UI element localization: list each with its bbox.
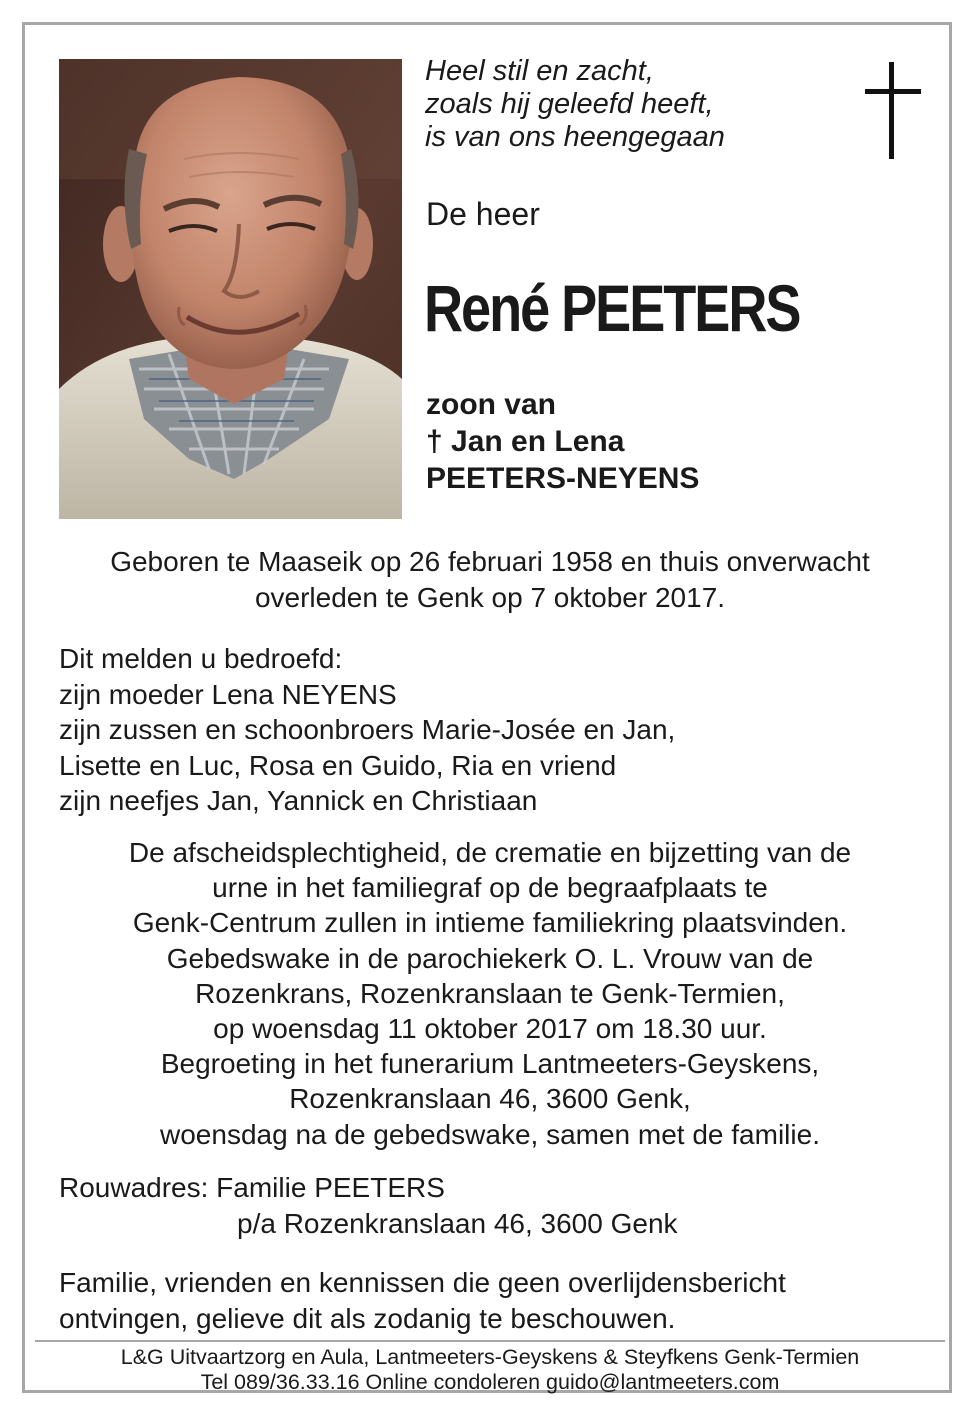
announcement-line: zijn zussen en schoonbroers Marie-Josée en Jan, [59,714,676,745]
announcement-block [59,641,675,819]
announcement-line: zijn neefjes Jan, Yannick en Christiaan [59,785,538,816]
parents-line: † Jan en Lena [426,425,625,458]
footer-divider [35,1340,945,1342]
closing-note [59,1265,786,1337]
footer [30,1345,950,1395]
address-line: p/a Rozenkranslaan 46, 3600 Genk [237,1208,678,1239]
address-line: Rouwadres: Familie PEETERS [59,1172,445,1203]
title-prefix: De heer [426,196,540,232]
parents-line: PEETERS-NEYENS [426,462,700,495]
parents-block [426,386,699,497]
poem-line: zoals hij geleefd heeft, [425,88,714,120]
ceremony-line: Gebedswake in de parochiekerk O. L. Vrouw van de [166,942,814,974]
birth-line: Geboren te Maaseik op 26 februari 1958 en thuis onverwacht [110,546,870,577]
announcement-line: Lisette en Luc, Rosa en Guido, Ria en vriend [59,749,617,781]
poem-line: is van ons heengegaan [425,121,725,153]
ceremony-line: Begroeting in het funerarium Lantmeeters-Geyskens, [160,1048,820,1080]
ceremony-line: Rozenkrans, Rozenkranslaan te Genk-Termien, [195,977,785,1009]
birth-death-statement [40,544,940,616]
ceremony-line: Rozenkranslaan 46, 3600 Genk, [289,1083,691,1115]
mourning-address [59,1170,678,1242]
announcement-line: zijn moeder Lena NEYENS [59,678,397,710]
footer-line: Tel 089/36.33.16 Online condoleren guido@lantmeeters.com [200,1370,780,1394]
ceremony-line: Genk-Centrum zullen in intieme familiekring plaatsvinden. [132,907,848,939]
birth-line: overleden te Genk op 7 oktober 2017. [254,582,726,613]
ceremony-line: woensdag na de gebedswake, samen met de familie. [160,1118,820,1150]
poem-line: Heel stil en zacht, [425,55,654,87]
ceremony-line: op woensdag 11 oktober 2017 om 18.30 uur. [213,1013,767,1045]
deceased-name: René PEETERS [424,271,800,345]
portrait-photo [59,59,402,519]
closing-line: Familie, vrienden en kennissen die geen overlijdensbericht [59,1267,786,1298]
announcement-line: Dit melden u bedroefd: [59,643,343,674]
closing-line: ontvingen, gelieve dit als zodanig te beschouwen. [59,1303,676,1334]
footer-line: L&G Uitvaartzorg en Aula, Lantmeeters-Geyskens & Steyfkens Genk-Termien [120,1345,860,1369]
ceremony-line: urne in het familiegraf op de begraafplaats te [212,872,768,904]
portrait-illustration [59,59,402,519]
parents-line: zoon van [426,388,557,421]
cross-icon [862,62,924,162]
ceremony-block [40,835,940,1152]
poem [425,55,725,154]
ceremony-line: De afscheidsplechtigheid, de crematie en bijzetting van de [128,837,852,868]
